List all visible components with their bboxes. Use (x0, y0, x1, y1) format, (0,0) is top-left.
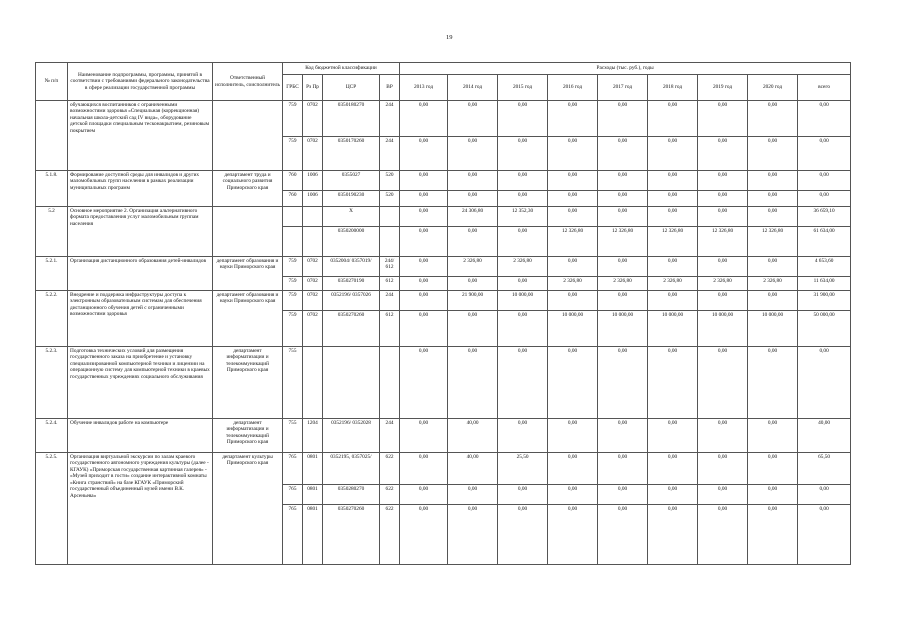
cell-grbs: 759 (283, 311, 303, 347)
header-expenses: Расходы (тыс. руб.), годы (400, 63, 851, 75)
cell-year-value: 0,00 (748, 137, 798, 171)
cell-csr: 0350170260 (323, 137, 380, 171)
cell-year-value: 0,00 (648, 171, 698, 191)
cell-year-value: 0,00 (698, 137, 748, 171)
cell-grbs: 765 (283, 453, 303, 485)
cell-year-value: 10 000,00 (698, 311, 748, 347)
cell-year-value: 0,00 (548, 485, 598, 505)
cell-year-value: 0,00 (748, 419, 798, 453)
cell-year-value: 0,00 (598, 101, 648, 137)
cell-year-value: 0,00 (400, 277, 448, 291)
cell-year-value: 0,00 (748, 453, 798, 485)
cell-rzpr (303, 227, 323, 257)
cell-year-value: 2 326,80 (598, 277, 648, 291)
cell-total: 0,00 (798, 485, 851, 505)
cell-year-value: 0,00 (648, 257, 698, 277)
cell-grbs (283, 207, 303, 227)
cell-total: 36 659,10 (798, 207, 851, 227)
cell-rzpr: 0702 (303, 137, 323, 171)
row-number: 5.2.2. (36, 291, 68, 347)
header-name: Наименование подпрограммы, программы, принятой в соответствии с требованиями федерального законодательства в сфере реализации государственной программы (68, 63, 213, 101)
cell-total: 0,00 (798, 171, 851, 191)
cell-year-value: 0,00 (498, 191, 548, 207)
cell-grbs: 759 (283, 137, 303, 171)
cell-year-value: 0,00 (498, 419, 548, 453)
row-number: 5.2.5. (36, 453, 68, 565)
page-number: 19 (446, 34, 453, 41)
cell-year-value: 0,00 (698, 257, 748, 277)
cell-year-value: 2 326,80 (698, 277, 748, 291)
table-row (36, 257, 851, 277)
cell-year-value: 0,00 (548, 347, 598, 419)
cell-vr: 244 (380, 419, 400, 453)
cell-year-value: 0,00 (748, 171, 798, 191)
row-number: 5.1.8. (36, 171, 68, 207)
cell-year-value: 0,00 (598, 191, 648, 207)
cell-year-value: 0,00 (648, 453, 698, 485)
cell-year-value: 0,00 (598, 505, 648, 565)
row-number: 5.2.4. (36, 419, 68, 453)
cell-csr: 0350280270 (323, 485, 380, 505)
cell-year-value: 0,00 (698, 347, 748, 419)
cell-year-value: 0,00 (448, 101, 498, 137)
cell-total: 50 000,00 (798, 311, 851, 347)
cell-csr: 0352004/ 0357019/ (323, 257, 380, 277)
cell-year-value: 0,00 (598, 347, 648, 419)
cell-year-value: 0,00 (748, 485, 798, 505)
cell-grbs: 755 (283, 347, 303, 419)
cell-total: 31 900,00 (798, 291, 851, 311)
cell-year-value: 0,00 (400, 419, 448, 453)
cell-vr: 622 (380, 485, 400, 505)
header-year: 2013 год (400, 75, 448, 101)
cell-csr: 0350270190 (323, 277, 380, 291)
row-responsible (213, 101, 283, 171)
cell-year-value: 0,00 (498, 311, 548, 347)
cell-year-value: 0,00 (748, 291, 798, 311)
row-responsible: департамент труда и социального развития Приморского края (213, 171, 283, 207)
cell-csr: 0350180270 (323, 101, 380, 137)
header-vr: ВР (380, 75, 400, 101)
cell-rzpr: 0801 (303, 505, 323, 565)
cell-rzpr: 1204 (303, 419, 323, 453)
row-responsible (213, 207, 283, 257)
header-total: всего (798, 75, 851, 101)
cell-vr (380, 207, 400, 227)
cell-year-value: 0,00 (448, 227, 498, 257)
cell-year-value: 0,00 (748, 207, 798, 227)
cell-year-value: 25,50 (498, 453, 548, 485)
cell-year-value: 0,00 (748, 191, 798, 207)
header-num: № п/п (36, 63, 68, 101)
row-name: обучающихся воспитанников с ограниченными возможностями здоровья «Специальная (коррекционная) начальная школа-детский сад IV вида», оборудование детской площадки специальным тесконакрытием, резиновым покрытием (68, 101, 213, 171)
cell-year-value: 24 306,80 (448, 207, 498, 227)
header-rzpr: Рз Пр (303, 75, 323, 101)
header-year: 2014 год (448, 75, 498, 101)
cell-rzpr: 0702 (303, 291, 323, 311)
header-year: 2017 год (598, 75, 648, 101)
cell-total: 0,00 (798, 137, 851, 171)
row-responsible: департамент информатизации и телекоммуникаций Приморского края (213, 419, 283, 453)
cell-rzpr: 0702 (303, 257, 323, 277)
header-year: 2019 год (698, 75, 748, 101)
cell-year-value: 0,00 (400, 485, 448, 505)
row-responsible: департамент образования и науки Приморского края (213, 291, 283, 347)
header-budget-code: Код бюджетной классификации (283, 63, 400, 75)
cell-year-value: 0,00 (598, 137, 648, 171)
cell-year-value: 0,00 (598, 171, 648, 191)
cell-rzpr (303, 347, 323, 419)
cell-year-value: 0,00 (648, 207, 698, 227)
cell-year-value: 0,00 (548, 101, 598, 137)
cell-grbs: 765 (283, 505, 303, 565)
cell-year-value: 0,00 (498, 137, 548, 171)
header-year: 2018 год (648, 75, 698, 101)
cell-total: 0,00 (798, 101, 851, 137)
cell-year-value: 40,00 (448, 419, 498, 453)
cell-year-value: 12 326,80 (648, 227, 698, 257)
cell-year-value: 0,00 (698, 171, 748, 191)
cell-year-value: 0,00 (400, 257, 448, 277)
header-grbs: ГРБС (283, 75, 303, 101)
cell-year-value: 10 000,00 (548, 311, 598, 347)
cell-year-value: 0,00 (400, 171, 448, 191)
cell-year-value: 0,00 (548, 419, 598, 453)
cell-year-value: 0,00 (698, 419, 748, 453)
cell-year-value: 0,00 (448, 311, 498, 347)
row-name: Формирование доступной среды для инвалидов и других маломобильных групп населения в рамках реализации муниципальных программ (68, 171, 213, 207)
cell-csr: 0350190230 (323, 191, 380, 207)
row-number: 5.2.1. (36, 257, 68, 291)
row-name: Подготовка технических условий для размещения государственного заказа на приобретение и установку специализированной компьютерной техники и лицензии на операционную систему для компьютерной техники в краевых государственных учреждениях социального обслуживания (68, 347, 213, 419)
cell-year-value: 12 326,80 (548, 227, 598, 257)
cell-total: 11 634,00 (798, 277, 851, 291)
cell-year-value: 0,00 (548, 505, 598, 565)
cell-year-value: 0,00 (400, 101, 448, 137)
cell-year-value: 0,00 (448, 137, 498, 171)
cell-year-value: 10 000,00 (598, 311, 648, 347)
row-responsible: департамент информатизации и телекоммуникаций Приморского края (213, 347, 283, 419)
cell-year-value: 0,00 (448, 505, 498, 565)
cell-year-value: 0,00 (400, 347, 448, 419)
cell-year-value: 10 000,00 (748, 311, 798, 347)
table-row (36, 101, 851, 137)
cell-year-value: 0,00 (400, 291, 448, 311)
row-number: 5.2.3. (36, 347, 68, 419)
cell-vr: 520 (380, 171, 400, 191)
cell-grbs: 760 (283, 171, 303, 191)
cell-total: 0,00 (798, 191, 851, 207)
row-responsible: департамент культуры Приморского края (213, 453, 283, 565)
cell-year-value: 0,00 (498, 171, 548, 191)
cell-year-value: 12 352,30 (498, 207, 548, 227)
cell-grbs: 755 (283, 419, 303, 453)
cell-year-value: 0,00 (400, 137, 448, 171)
cell-csr: 0350270260 (323, 311, 380, 347)
table-row (36, 419, 851, 453)
header-csr: ЦСР (323, 75, 380, 101)
cell-year-value: 0,00 (648, 485, 698, 505)
cell-year-value: 0,00 (548, 207, 598, 227)
cell-year-value: 2 326,80 (448, 257, 498, 277)
cell-year-value: 0,00 (648, 505, 698, 565)
cell-year-value: 12 326,80 (598, 227, 648, 257)
cell-year-value: 0,00 (498, 485, 548, 505)
cell-year-value: 0,00 (498, 277, 548, 291)
table-row (36, 291, 851, 311)
row-responsible: департамент образования и науки Приморского края (213, 257, 283, 291)
cell-year-value: 40,00 (448, 453, 498, 485)
cell-year-value: 2 326,80 (748, 277, 798, 291)
cell-rzpr: 1006 (303, 191, 323, 207)
cell-grbs: 765 (283, 485, 303, 505)
cell-year-value: 0,00 (598, 257, 648, 277)
cell-year-value: 0,00 (498, 347, 548, 419)
cell-year-value: 0,00 (648, 101, 698, 137)
row-number: 5.2 (36, 207, 68, 257)
table-row (36, 171, 851, 191)
table-row (36, 453, 851, 485)
cell-vr (380, 347, 400, 419)
cell-csr: 0350270260 (323, 505, 380, 565)
cell-csr: 0355027 (323, 171, 380, 191)
cell-year-value: 0,00 (498, 505, 548, 565)
cell-rzpr: 0801 (303, 453, 323, 485)
cell-grbs: 760 (283, 191, 303, 207)
cell-csr: X (323, 207, 380, 227)
cell-vr: 520 (380, 191, 400, 207)
cell-total: 0,00 (798, 505, 851, 565)
cell-total: 65,50 (798, 453, 851, 485)
cell-year-value: 0,00 (698, 191, 748, 207)
cell-csr: 0352196/ 0357026 (323, 291, 380, 311)
header-year: 2016 год (548, 75, 598, 101)
cell-csr: 0352196/ 0352028 (323, 419, 380, 453)
cell-year-value: 0,00 (498, 101, 548, 137)
cell-year-value: 0,00 (648, 291, 698, 311)
cell-year-value: 21 900,00 (448, 291, 498, 311)
cell-vr: 244 (380, 137, 400, 171)
cell-grbs: 759 (283, 257, 303, 277)
cell-vr (380, 227, 400, 257)
cell-year-value: 0,00 (400, 191, 448, 207)
cell-vr: 244/ 612 (380, 257, 400, 277)
cell-year-value: 0,00 (748, 101, 798, 137)
cell-total: 4 653,60 (798, 257, 851, 277)
table-row (36, 207, 851, 227)
cell-csr: 0350200000 (323, 227, 380, 257)
cell-year-value: 0,00 (598, 207, 648, 227)
header-responsible: Ответственный исполнитель, соисполнитель (213, 63, 283, 101)
cell-year-value: 0,00 (698, 453, 748, 485)
cell-year-value: 0,00 (400, 227, 448, 257)
cell-year-value: 0,00 (748, 347, 798, 419)
cell-year-value: 0,00 (598, 291, 648, 311)
cell-year-value: 0,00 (448, 347, 498, 419)
row-name: Организация виртуальной экскурсии по залам краевого государственного автономного учреждения культуры (далее - КГАУК) «Приморская государственная картинная галерея» - «Музей приходит в гости» создание интерактивной комнаты «Книга странствий» на базе КГАУК «Приморский государственный объединенный музей имени В.К. Арсеньева» (68, 453, 213, 565)
cell-year-value: 0,00 (448, 277, 498, 291)
cell-grbs (283, 227, 303, 257)
row-name: Основное мероприятие 2. Организация альтернативного формата предоставления услуг маломобильным группам населения (68, 207, 213, 257)
cell-year-value: 12 326,80 (748, 227, 798, 257)
cell-grbs: 759 (283, 101, 303, 137)
cell-year-value: 0,00 (498, 227, 548, 257)
cell-year-value: 0,00 (400, 453, 448, 485)
cell-year-value: 0,00 (598, 485, 648, 505)
cell-year-value: 0,00 (698, 485, 748, 505)
cell-year-value: 0,00 (648, 347, 698, 419)
cell-year-value: 0,00 (548, 453, 598, 485)
cell-year-value: 0,00 (748, 257, 798, 277)
cell-year-value: 0,00 (400, 505, 448, 565)
cell-year-value: 0,00 (548, 137, 598, 171)
cell-year-value: 0,00 (548, 191, 598, 207)
cell-year-value: 2 326,80 (648, 277, 698, 291)
cell-year-value: 2 326,80 (548, 277, 598, 291)
table-row (36, 347, 851, 419)
cell-year-value: 0,00 (448, 191, 498, 207)
cell-vr: 622 (380, 505, 400, 565)
cell-grbs: 759 (283, 291, 303, 311)
cell-year-value: 0,00 (400, 207, 448, 227)
cell-csr (323, 347, 380, 419)
row-name: Обучение инвалидов работе на компьютере (68, 419, 213, 453)
header-year: 2020 год (748, 75, 798, 101)
cell-year-value: 0,00 (400, 311, 448, 347)
cell-year-value: 0,00 (648, 191, 698, 207)
cell-csr: 0352195, 0357025/ (323, 453, 380, 485)
cell-year-value: 0,00 (548, 171, 598, 191)
cell-year-value: 0,00 (598, 419, 648, 453)
cell-year-value: 12 326,80 (698, 227, 748, 257)
row-number (36, 101, 68, 171)
cell-year-value: 0,00 (448, 171, 498, 191)
cell-rzpr: 0702 (303, 101, 323, 137)
cell-vr: 612 (380, 311, 400, 347)
cell-vr: 244 (380, 291, 400, 311)
cell-year-value: 0,00 (548, 257, 598, 277)
cell-year-value: 0,00 (548, 291, 598, 311)
cell-rzpr: 0702 (303, 277, 323, 291)
cell-total: 0,00 (798, 347, 851, 419)
cell-vr: 612 (380, 277, 400, 291)
budget-table (35, 62, 851, 565)
cell-rzpr: 0702 (303, 311, 323, 347)
cell-year-value: 0,00 (448, 485, 498, 505)
cell-year-value: 0,00 (698, 291, 748, 311)
cell-rzpr: 0801 (303, 485, 323, 505)
cell-year-value: 0,00 (648, 137, 698, 171)
cell-year-value: 0,00 (698, 101, 748, 137)
cell-year-value: 0,00 (698, 207, 748, 227)
cell-total: 40,00 (798, 419, 851, 453)
cell-year-value: 0,00 (648, 419, 698, 453)
cell-rzpr (303, 207, 323, 227)
cell-vr: 244 (380, 101, 400, 137)
cell-vr: 622 (380, 453, 400, 485)
cell-year-value: 10 000,00 (498, 291, 548, 311)
header-year: 2015 год (498, 75, 548, 101)
cell-year-value: 2 326,80 (498, 257, 548, 277)
cell-year-value: 0,00 (748, 505, 798, 565)
cell-rzpr: 1006 (303, 171, 323, 191)
cell-year-value: 10 000,00 (648, 311, 698, 347)
cell-year-value: 0,00 (698, 505, 748, 565)
cell-total: 61 634,00 (798, 227, 851, 257)
row-name: Организация дистанционного образования детей-инвалидов (68, 257, 213, 291)
row-name: Внедрение и поддержка инфраструктуры доступа к электронным образовательным системам для обеспечения дистанционного обучения детей с ограниченными возможностями здоровья (68, 291, 213, 347)
cell-year-value: 0,00 (598, 453, 648, 485)
cell-grbs: 759 (283, 277, 303, 291)
